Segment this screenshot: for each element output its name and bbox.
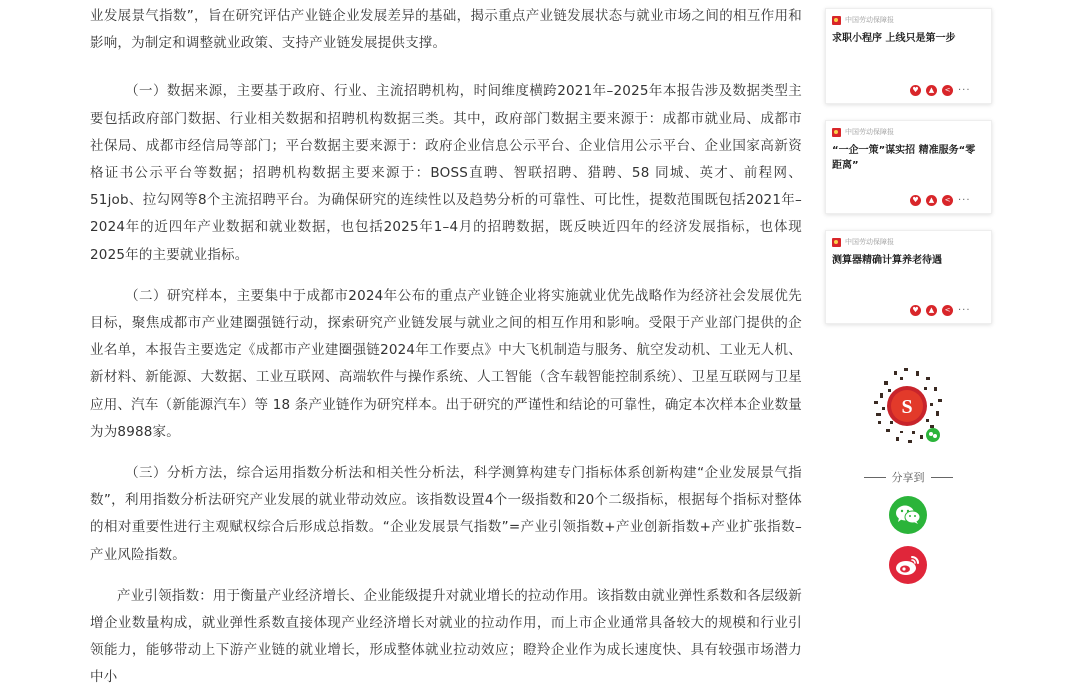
like-icon[interactable]: ♥ bbox=[910, 85, 921, 96]
source-name: 中国劳动保障报 bbox=[845, 128, 894, 136]
thumb-icon[interactable]: ▲ bbox=[926, 305, 937, 316]
card-source bbox=[832, 127, 894, 137]
share-icon[interactable]: < bbox=[942, 305, 953, 316]
source-logo-icon bbox=[832, 238, 841, 247]
more-icon[interactable]: ··· bbox=[958, 305, 971, 316]
article-paragraph: 业发展景气指数”，旨在研究评估产业链企业发展差异的基础，揭示重点产业链发展状态与就业市场之间的相互作用和影响，为制定和调整就业政策、支持产业链发展提供支撑。 bbox=[90, 8, 802, 52]
divider bbox=[931, 477, 953, 478]
share-label-text: 分享到 bbox=[891, 471, 925, 484]
source-logo-icon bbox=[832, 128, 841, 137]
card-title[interactable]: 测算器精确计算养老待遇 bbox=[832, 255, 942, 266]
share-icon[interactable]: < bbox=[942, 85, 953, 96]
article-paragraph: 产业引领指数：用于衡量产业经济增长、企业能级提升对就业增长的拉动作用。该指数由就业弹性系数和各层级新增企业数量构成，就业弹性系数直接体现产业经济增长对就业的拉动作用，而上市企业通常具备较大的规模和行业引领能力，能够带动上下游产业链的就业增长，形成整体就业拉动效应；瞪羚企业作为成长速度快、具有较强市场潜力中小 bbox=[90, 587, 802, 686]
related-card[interactable] bbox=[825, 120, 992, 214]
thumb-icon[interactable]: ▲ bbox=[926, 195, 937, 206]
related-card[interactable] bbox=[825, 230, 992, 324]
svg-text:S: S bbox=[901, 396, 913, 418]
share-label bbox=[860, 469, 956, 485]
article-body bbox=[90, 0, 802, 692]
card-title[interactable]: 求职小程序 上线只是第一步 bbox=[832, 33, 956, 44]
card-source bbox=[832, 237, 894, 247]
card-source bbox=[832, 15, 894, 25]
more-icon[interactable]: ··· bbox=[958, 85, 971, 96]
source-name: 中国劳动保障报 bbox=[845, 16, 894, 24]
wechat-icon bbox=[895, 504, 921, 526]
qr-code-icon bbox=[864, 363, 950, 449]
card-actions bbox=[910, 85, 971, 96]
source-logo-icon bbox=[832, 16, 841, 25]
weibo-icon bbox=[895, 554, 921, 576]
card-actions bbox=[910, 305, 971, 316]
source-name: 中国劳动保障报 bbox=[845, 238, 894, 246]
divider bbox=[864, 477, 886, 478]
like-icon[interactable]: ♥ bbox=[910, 195, 921, 206]
card-actions bbox=[910, 195, 971, 206]
share-icon[interactable]: < bbox=[942, 195, 953, 206]
card-title[interactable]: “一企一策”谋实招 精准服务“零距离” bbox=[832, 145, 976, 171]
like-icon[interactable]: ♥ bbox=[910, 305, 921, 316]
article-paragraph: （一）数据来源，主要基于政府、行业、主流招聘机构，时间维度横跨2021年–2025年本报告涉及数据类型主要包括政府部门数据、行业相关数据和招聘机构数据三类。其中，政府部门数据主要来源于：成都市就业局、成都市社保局、成都市经信局等部门；平台数据主要来源于：政府企业信息公示平台、企业信用公示平台、企业国家高新资格证书公示平台等数据；招聘机构数据主要来源于：BOSS直聘、智联招聘、猎聘、58 同城、英才、前程网、51job、拉勾网等8个主流招聘平台。为确保研究的连续性以及趋势分析的可靠性、可比性，提数范围既包括2021年–2024年的近四年产业数据和就业数据，也包括2025年1–4月的招聘数据，既反映近四年的经济发展指标，也体现2025年的主要就业指标。 bbox=[90, 83, 802, 263]
share-wechat-button[interactable] bbox=[889, 496, 927, 534]
more-icon[interactable]: ··· bbox=[958, 195, 971, 206]
share-weibo-button[interactable] bbox=[889, 546, 927, 584]
thumb-icon[interactable]: ▲ bbox=[926, 85, 937, 96]
article-paragraph: （二）研究样本，主要集中于成都市2024年公布的重点产业链企业将实施就业优先战略作为经济社会发展优先目标，聚焦成都市产业建圈强链行动，探索研究产业链发展与就业之间的相互作用和影响。受限于产业部门提供的企业名单，本报告主要选定《成都市产业建圈强链2024年工作要点》中大飞机制造与服务、航空发动机、工业无人机、新材料、新能源、大数据、工业互联网、高端软件与操作系统、人工智能（含车载智能控制系统）、卫星互联网与卫星应用、汽车（新能源汽车）等 18 条产业链作为研究样本。出于研究的严谨性和结论的可靠性，确定本次样本企业数量为为8988家。 bbox=[90, 287, 802, 440]
related-card[interactable] bbox=[825, 8, 992, 104]
article-paragraph: （三）分析方法，综合运用指数分析法和相关性分析法，科学测算构建专门指标体系创新构建“企业发展景气指数”，利用指数分析法研究产业发展的就业带动效应。该指数设置4个一级指数和20个二级指标，根据每个指标对整体的相对重要性进行主观赋权综合后形成总指数。“企业发展景气指数”=产业引领指数+产业创新指数+产业扩张指数–产业风险指数。 bbox=[90, 465, 802, 563]
